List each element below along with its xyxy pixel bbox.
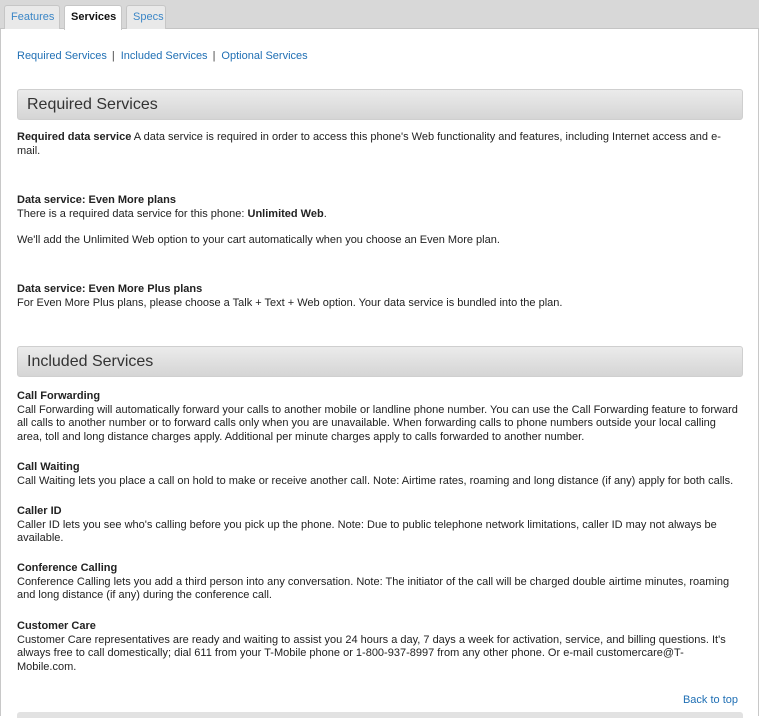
included-services-heading: Included Services — [27, 353, 154, 370]
service-description: Conference Calling lets you add a third person into any conversation. Note: The initiator of the call will be charged double airtime minutes, roaming and long distance (if any) during the conference call. — [17, 575, 730, 601]
even-more-plans-note-text: We'll add the Unlimited Web option to your cart automatically when you choose an Even More plan. — [17, 234, 500, 246]
service-description: Caller ID lets you see who's calling before you pick up the phone. Note: Due to public telephone network limitations, caller ID may not always be available. — [17, 518, 717, 544]
even-more-plans-title: Data service: Even More plans — [17, 194, 176, 206]
link-required-services[interactable]: Required Services — [17, 50, 107, 62]
required-data-service-text: A data service is required in order to access this phone's Web functionality and features, including Internet access and e-mail. — [17, 131, 721, 157]
service-item-caller-id — [17, 505, 743, 546]
section-anchor-links — [17, 50, 308, 62]
service-description: Customer Care representatives are ready and waiting to assist you 24 hours a day, 7 days a week for activation, service, and billing questions. It's always free to call domestically; dial 611 from your T-Mobile phone or 1-800-937-8997 from any other phone. Or e-mail customercare@T-Mobile.com. — [17, 633, 726, 673]
link-separator: | — [111, 50, 115, 62]
service-title: Caller ID — [17, 505, 62, 517]
required-data-service-title: Required data service — [17, 131, 132, 143]
even-more-plans-text: There is a required data service for this phone: — [17, 207, 248, 220]
tab-services[interactable]: Services — [64, 5, 122, 30]
link-optional-services[interactable]: Optional Services — [221, 50, 308, 62]
service-item-conference-calling — [17, 562, 743, 603]
service-title: Call Waiting — [17, 461, 80, 473]
even-more-plus-title: Data service: Even More Plus plans — [17, 283, 203, 295]
even-more-plans-note — [17, 234, 743, 248]
back-to-top-link[interactable]: Back to top — [682, 694, 738, 706]
service-title: Conference Calling — [17, 562, 118, 574]
even-more-plans-block — [17, 194, 743, 221]
tab-bar — [0, 0, 759, 29]
link-included-services[interactable]: Included Services — [120, 50, 208, 62]
even-more-plus-block — [17, 283, 743, 310]
tab-specs[interactable]: Specs — [126, 5, 166, 29]
optional-services-header — [17, 712, 743, 718]
required-services-header — [17, 89, 743, 120]
required-data-service-intro — [17, 131, 743, 158]
included-services-header — [17, 346, 743, 377]
service-item-customer-care — [17, 620, 743, 674]
even-more-plus-text: For Even More Plus plans, please choose a Talk + Text + Web option. Your data service is bundled into the plan. — [17, 296, 563, 309]
service-item-call-forwarding — [17, 390, 743, 444]
tab-features[interactable]: Features — [4, 5, 60, 29]
service-item-call-waiting — [17, 461, 743, 488]
even-more-plans-text-end: . — [323, 207, 327, 220]
service-description: Call Waiting lets you place a call on hold to make or receive another call. Note: Airtime rates, roaming and long distance (if any) apply for both calls. — [17, 474, 734, 487]
link-separator: | — [212, 50, 216, 62]
required-services-heading: Required Services — [27, 96, 158, 113]
unlimited-web-label: Unlimited Web — [247, 207, 324, 220]
service-title: Call Forwarding — [17, 390, 101, 402]
service-description: Call Forwarding will automatically forward your calls to another mobile or landline phone number. You can use the Call Forwarding feature to forward all calls to another number or to forward calls only when you are unavailable. When forwarding calls to phone numbers outside your local calling area, toll and long distance charges apply. Additional per minute charges apply to calls forwarded to another number. — [17, 403, 738, 443]
service-title: Customer Care — [17, 620, 96, 632]
